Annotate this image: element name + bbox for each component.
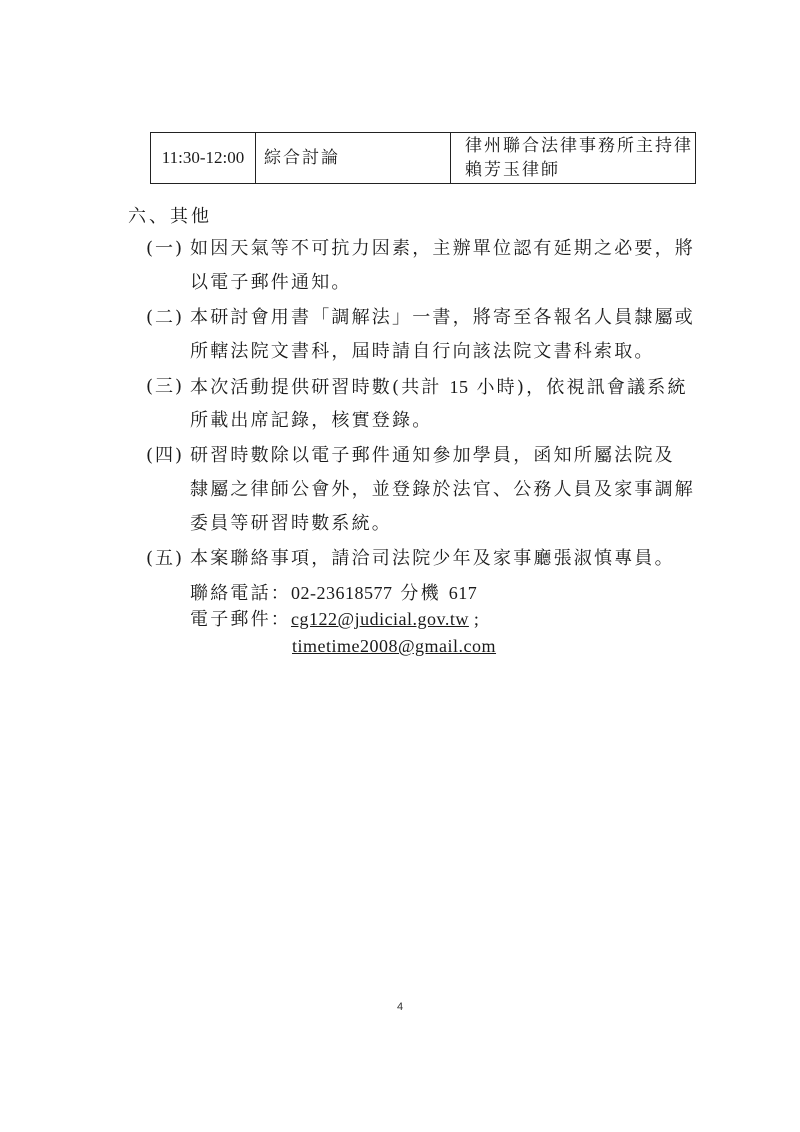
item-1-line-1: 如因天氣等不可抗力因素，主辦單位認有延期之必要，將 bbox=[190, 238, 695, 259]
host-cell bbox=[451, 133, 696, 184]
email-line-2 bbox=[292, 633, 496, 660]
item-label-5: (五) bbox=[146, 548, 185, 569]
section-heading: 六、其他 bbox=[128, 206, 212, 227]
item-3-line-1-pre: 本次活動提供研習時數(共計 bbox=[190, 377, 442, 398]
item-label-2: (二) bbox=[146, 307, 185, 328]
email-link-1[interactable]: cg122@judicial.gov.tw bbox=[291, 609, 469, 629]
email-link-2[interactable]: timetime2008@gmail.com bbox=[292, 636, 497, 656]
item-4-line-2: 隸屬之律師公會外，並登錄於法官、公務人員及家事調解 bbox=[190, 479, 695, 500]
item-1-line-2: 以電子郵件通知。 bbox=[190, 272, 352, 293]
item-2-line-1: 本研討會用書「調解法」一書，將寄至各報名人員隸屬或 bbox=[190, 307, 695, 328]
email-separator: ; bbox=[468, 609, 480, 629]
table-row bbox=[151, 133, 696, 184]
item-label-4: (四) bbox=[146, 445, 185, 466]
host-line-1: 律州聯合法律事務所主持律 bbox=[465, 136, 693, 156]
email-label: 電子郵件： bbox=[190, 609, 291, 630]
topic-cell: 綜合討論 bbox=[256, 133, 451, 184]
item-label-1: (一) bbox=[146, 238, 185, 259]
item-3-line-1 bbox=[190, 374, 688, 401]
contact-email bbox=[190, 606, 479, 633]
time-cell: 11:30-12:00 bbox=[151, 133, 256, 184]
phone-ext-label: 分機 bbox=[400, 583, 441, 604]
host-line-2: 賴芳玉律師 bbox=[465, 160, 560, 180]
item-4-line-3: 委員等研習時數系統。 bbox=[190, 513, 392, 534]
hours-number: 15 bbox=[449, 377, 469, 397]
phone-number: 02-23618577 bbox=[291, 583, 393, 603]
contact-phone bbox=[190, 580, 477, 607]
phone-ext: 617 bbox=[448, 583, 478, 603]
item-4-line-1: 研習時數除以電子郵件通知參加學員，函知所屬法院及 bbox=[190, 445, 675, 466]
item-label-3: (三) bbox=[146, 376, 185, 397]
item-3-line-1-post: 小時)，依視訊會議系統 bbox=[476, 377, 688, 398]
phone-label: 聯絡電話： bbox=[190, 583, 291, 604]
item-3-line-2: 所載出席記錄，核實登錄。 bbox=[190, 410, 433, 431]
item-2-line-2: 所轄法院文書科，屆時請自行向該法院文書科索取。 bbox=[190, 341, 655, 362]
item-5-line-1: 本案聯絡事項，請洽司法院少年及家事廳張淑慎專員。 bbox=[190, 548, 675, 569]
schedule-table bbox=[150, 132, 696, 184]
page-number: 4 bbox=[396, 1001, 404, 1013]
